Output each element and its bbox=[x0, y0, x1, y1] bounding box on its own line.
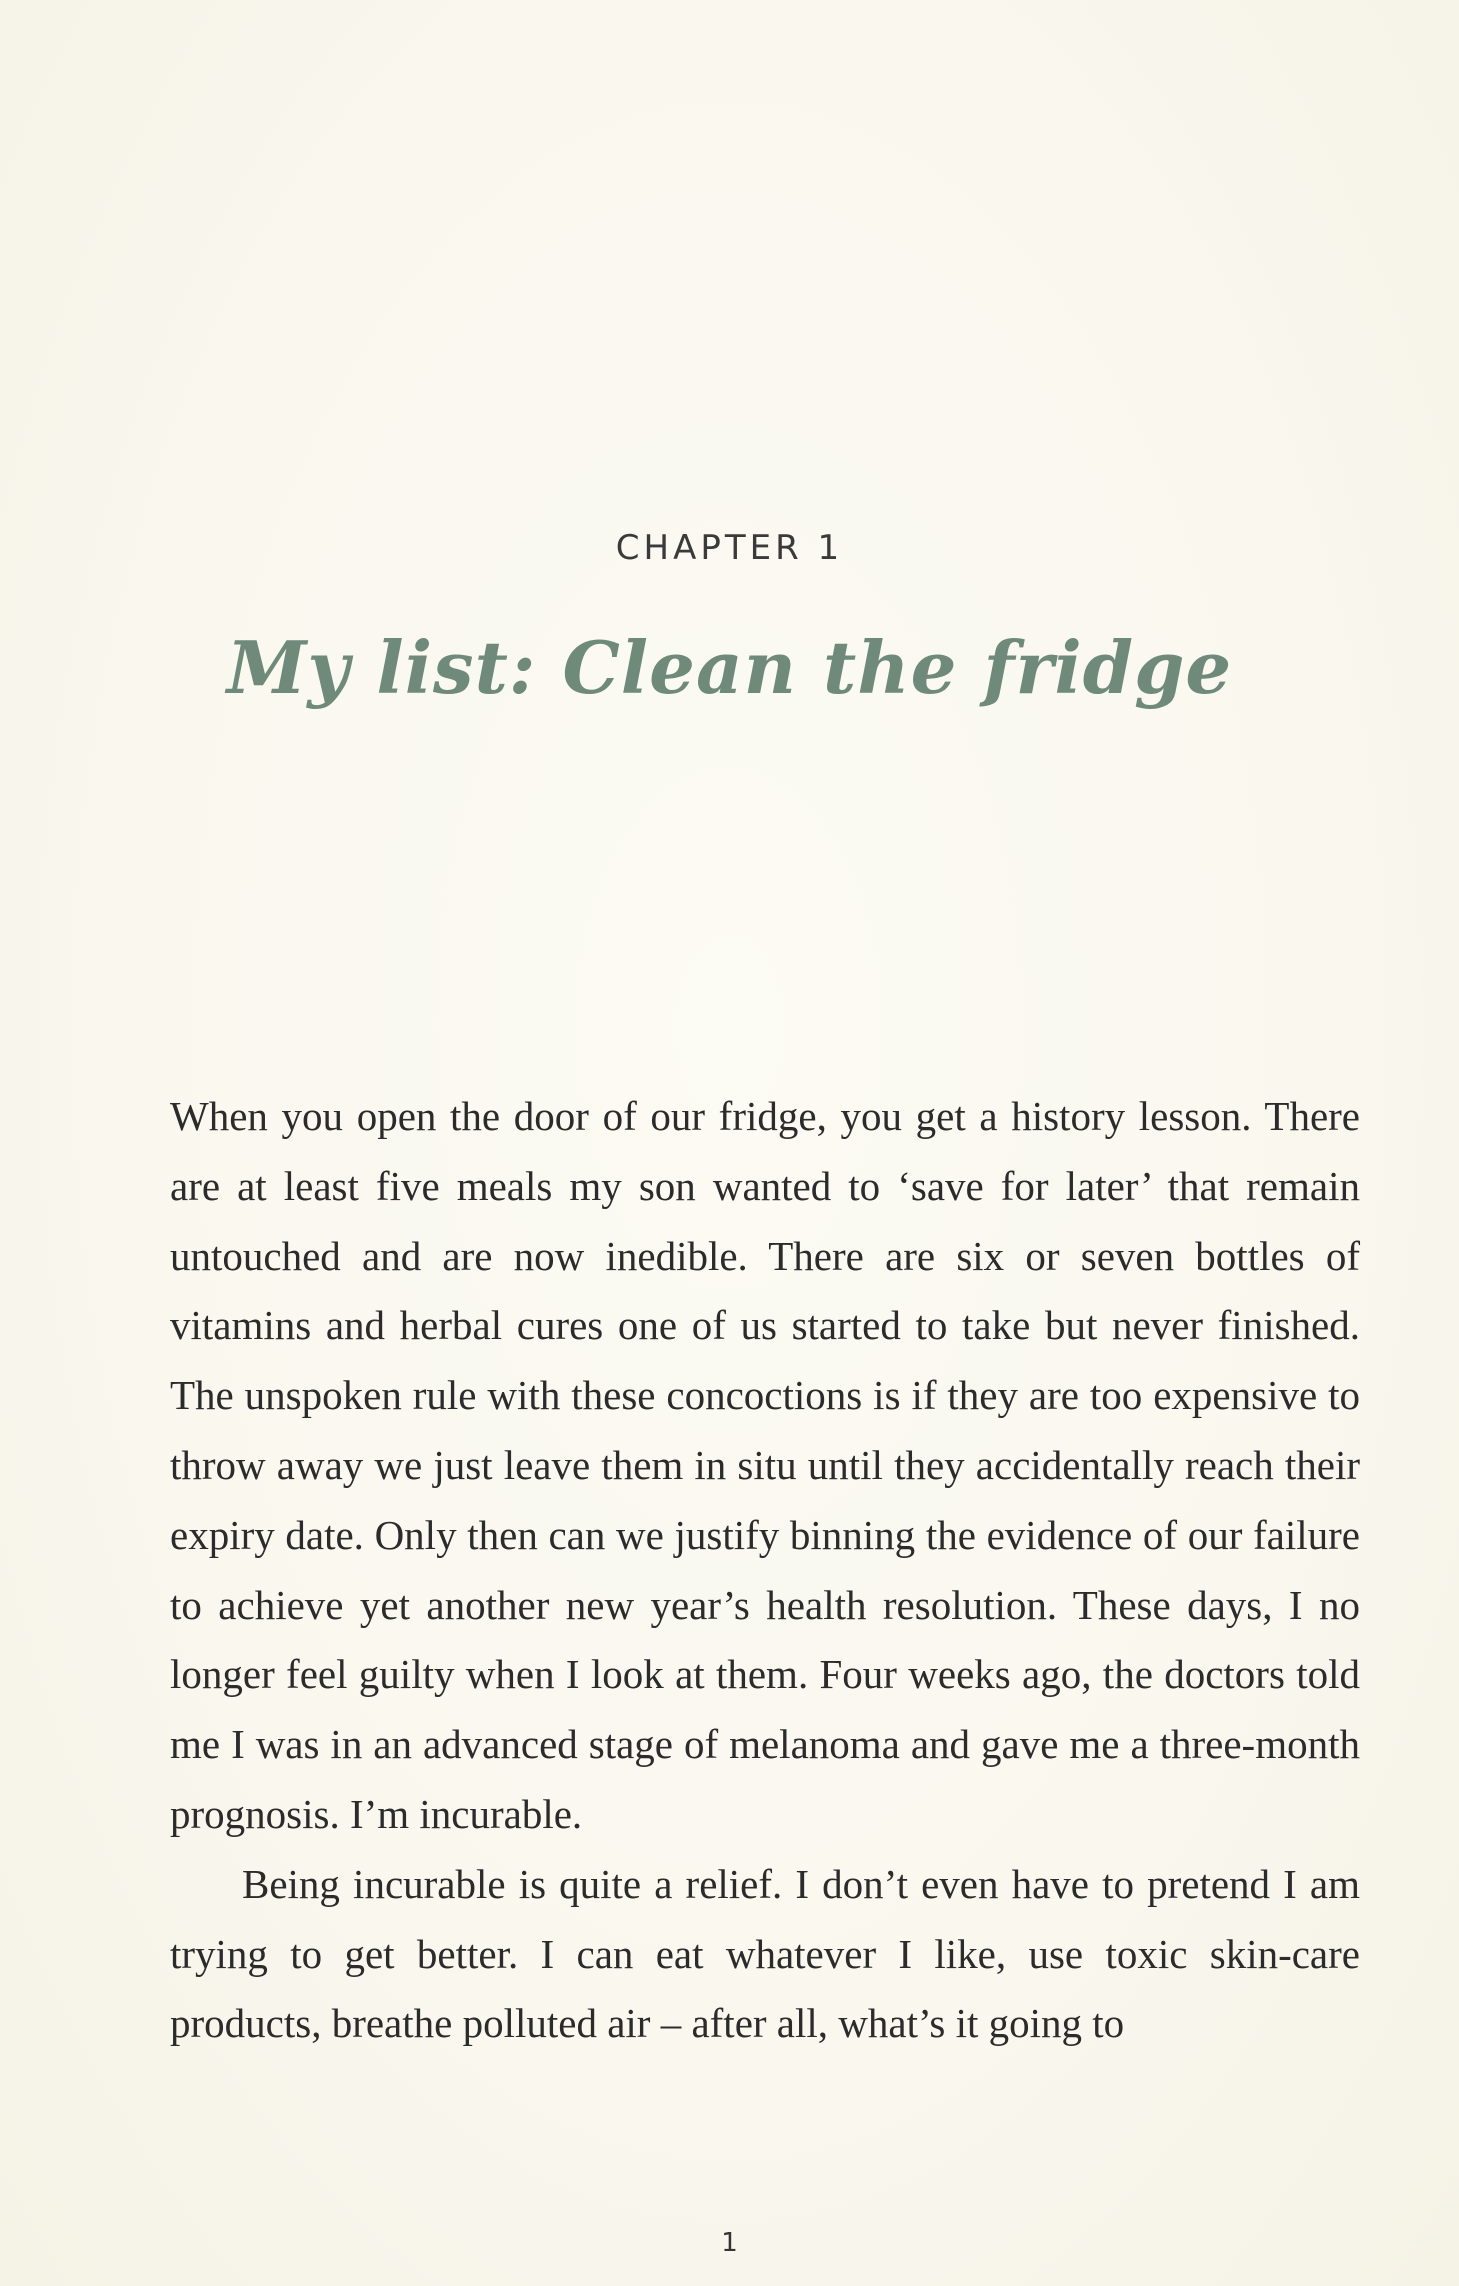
paragraph: When you open the door of our fridge, you get a history lesson. There are at least five meals my son wanted to ‘save for later’ that remain untouched and are now inedible. There are six or seven bottles of vitamins and herbal cures one of us started to take but never finished. The unspoken rule with these concoctions is if they are too expensive to throw away we just leave them in situ until they accidentally reach their expiry date. Only then can we justify binning the evidence of our failure to achieve yet another new year’s health resolution. These days, I no longer feel guilty when I look at them. Four weeks ago, the doctors told me I was in an advanced stage of melanoma and gave me a three-month prognosis. I’m incurable. bbox=[170, 1093, 1360, 1837]
chapter-label: CHAPTER 1 bbox=[615, 528, 844, 568]
page-number: 1 bbox=[721, 2228, 738, 2258]
chapter-title: My list: Clean the fridge bbox=[226, 625, 1233, 710]
body-text bbox=[170, 1082, 1360, 2059]
paragraph: Being incurable is quite a relief. I don’t even have to pretend I am trying to get better. I can eat whatever I like, use toxic skin-care products, breathe polluted air – after all, what’s it going to bbox=[170, 1860, 1360, 2047]
